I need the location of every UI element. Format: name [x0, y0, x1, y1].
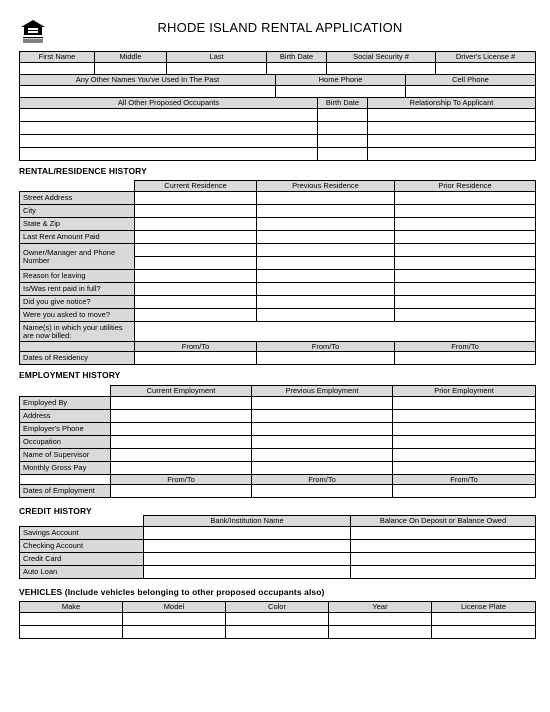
prior-employer-field[interactable]	[393, 397, 536, 410]
previous-employment-header: Previous Employment	[252, 386, 393, 397]
prior-employment-dates-field[interactable]	[393, 485, 536, 498]
current-asked-move-field[interactable]	[135, 309, 257, 322]
model-header: Model	[123, 602, 226, 613]
prior-employer-phone-field[interactable]	[393, 423, 536, 436]
residence-table	[19, 180, 536, 365]
occupant-name-field[interactable]	[20, 148, 318, 161]
prior-notice-field[interactable]	[395, 296, 536, 309]
residence-section-heading: RENTAL/RESIDENCE HISTORY	[19, 166, 147, 176]
current-owner-phone-field[interactable]	[135, 257, 257, 270]
current-rent-paid-field[interactable]	[135, 283, 257, 296]
current-employer-address-field[interactable]	[111, 410, 252, 423]
current-employment-dates-field[interactable]	[111, 485, 252, 498]
occupant-relationship-field[interactable]	[368, 122, 536, 135]
state-zip-label: State & Zip	[20, 218, 135, 231]
current-reason-field[interactable]	[135, 270, 257, 283]
savings-bank-field[interactable]	[144, 527, 351, 540]
previous-notice-field[interactable]	[257, 296, 395, 309]
prior-owner-phone-field[interactable]	[395, 257, 536, 270]
birth-date-field[interactable]	[267, 63, 327, 75]
vehicle-make-field[interactable]	[20, 626, 123, 639]
prior-asked-move-field[interactable]	[395, 309, 536, 322]
current-dates-field[interactable]	[135, 352, 257, 365]
previous-city-field[interactable]	[257, 205, 395, 218]
vehicle-color-field[interactable]	[226, 626, 329, 639]
balance-header: Balance On Deposit or Balance Owed	[351, 516, 536, 527]
drivers-license-header: Driver's License #	[436, 52, 536, 63]
previous-employer-address-field[interactable]	[252, 410, 393, 423]
current-from-to-label: From/To	[135, 342, 257, 352]
prior-owner-field[interactable]	[395, 244, 536, 257]
credit-table	[19, 515, 536, 579]
checking-balance-field[interactable]	[351, 540, 536, 553]
license-plate-header: License Plate	[432, 602, 536, 613]
employer-address-label: Address	[20, 410, 111, 423]
prior-employer-address-field[interactable]	[393, 410, 536, 423]
auto-loan-bank-field[interactable]	[144, 566, 351, 579]
employed-by-label: Employed By	[20, 397, 111, 410]
savings-label: Savings Account	[20, 527, 144, 540]
previous-owner-field[interactable]	[257, 244, 395, 257]
prior-rent-paid-field[interactable]	[395, 283, 536, 296]
rent-paid-label: Is/Was rent paid in full?	[20, 283, 135, 296]
previous-dates-field[interactable]	[257, 352, 395, 365]
middle-name-header: Middle	[95, 52, 167, 63]
current-last-rent-field[interactable]	[135, 231, 257, 244]
vehicle-year-field[interactable]	[329, 626, 432, 639]
residence-corner	[20, 181, 135, 192]
current-residence-header: Current Residence	[135, 181, 257, 192]
street-address-label: Street Address	[20, 192, 135, 205]
prior-dates-field[interactable]	[395, 352, 536, 365]
occupation-label: Occupation	[20, 436, 111, 449]
home-phone-header: Home Phone	[276, 75, 406, 86]
prior-pay-field[interactable]	[393, 462, 536, 475]
from-to-spacer	[20, 342, 135, 352]
current-state-zip-field[interactable]	[135, 218, 257, 231]
vehicle-make-field[interactable]	[20, 613, 123, 626]
employment-table	[19, 385, 536, 498]
occupants-table	[19, 97, 536, 161]
first-name-header: First Name	[20, 52, 95, 63]
current-occupation-field[interactable]	[111, 436, 252, 449]
previous-residence-header: Previous Residence	[257, 181, 395, 192]
previous-reason-field[interactable]	[257, 270, 395, 283]
gave-notice-label: Did you give notice?	[20, 296, 135, 309]
vehicles-section-heading: VEHICLES (Include vehicles belonging to other proposed occupants also)	[19, 587, 325, 597]
checking-label: Checking Account	[20, 540, 144, 553]
cell-phone-field[interactable]	[406, 86, 536, 98]
vehicles-table	[19, 601, 536, 639]
occupant-birth-date-field[interactable]	[318, 135, 368, 148]
occupant-birth-date-field[interactable]	[318, 148, 368, 161]
prior-employment-header: Prior Employment	[393, 386, 536, 397]
occupant-name-field[interactable]	[20, 122, 318, 135]
prior-from-to-label: From/To	[395, 342, 536, 352]
savings-balance-field[interactable]	[351, 527, 536, 540]
prior-last-rent-field[interactable]	[395, 231, 536, 244]
current-employer-field[interactable]	[111, 397, 252, 410]
other-names-field[interactable]	[20, 86, 276, 98]
current-pay-field[interactable]	[111, 462, 252, 475]
drivers-license-field[interactable]	[436, 63, 536, 75]
previous-pay-field[interactable]	[252, 462, 393, 475]
previous-supervisor-field[interactable]	[252, 449, 393, 462]
employer-phone-label: Employer's Phone	[20, 423, 111, 436]
previous-employment-dates-field[interactable]	[252, 485, 393, 498]
last-name-header: Last	[167, 52, 267, 63]
previous-owner-phone-field[interactable]	[257, 257, 395, 270]
credit-section-heading: CREDIT HISTORY	[19, 506, 92, 516]
employment-from-to-spacer	[20, 475, 111, 485]
current-notice-field[interactable]	[135, 296, 257, 309]
cell-phone-header: Cell Phone	[406, 75, 536, 86]
ssn-header: Social Security #	[327, 52, 436, 63]
utilities-name-label: Name(s) in which your utilities are now billed:	[20, 322, 135, 342]
employment-corner	[20, 386, 111, 397]
current-supervisor-field[interactable]	[111, 449, 252, 462]
page-title: RHODE ISLAND RENTAL APPLICATION	[157, 20, 403, 35]
monthly-pay-label: Monthly Gross Pay	[20, 462, 111, 475]
occupant-birth-date-header: Birth Date	[318, 98, 368, 109]
previous-street-address-field[interactable]	[257, 192, 395, 205]
relationship-header: Relationship To Applicant	[368, 98, 536, 109]
occupant-birth-date-field[interactable]	[318, 122, 368, 135]
prior-employment-from-to-label: From/To	[393, 475, 536, 485]
prior-street-address-field[interactable]	[395, 192, 536, 205]
occupant-relationship-field[interactable]	[368, 148, 536, 161]
vehicle-model-field[interactable]	[123, 626, 226, 639]
birth-date-header: Birth Date	[267, 52, 327, 63]
make-header: Make	[20, 602, 123, 613]
vehicle-model-field[interactable]	[123, 613, 226, 626]
credit-corner	[20, 516, 144, 527]
vehicle-plate-field[interactable]	[432, 613, 536, 626]
vehicle-plate-field[interactable]	[432, 626, 536, 639]
prior-reason-field[interactable]	[395, 270, 536, 283]
employment-section-heading: EMPLOYMENT HISTORY	[19, 370, 121, 380]
reason-leaving-label: Reason for leaving	[20, 270, 135, 283]
previous-rent-paid-field[interactable]	[257, 283, 395, 296]
credit-card-bank-field[interactable]	[144, 553, 351, 566]
previous-employer-field[interactable]	[252, 397, 393, 410]
last-rent-label: Last Rent Amount Paid	[20, 231, 135, 244]
current-employment-from-to-label: From/To	[111, 475, 252, 485]
other-names-header: Any Other Names You've Used In The Past	[20, 75, 276, 86]
occupant-relationship-field[interactable]	[368, 135, 536, 148]
first-name-field[interactable]	[20, 63, 95, 75]
current-city-field[interactable]	[135, 205, 257, 218]
prior-state-zip-field[interactable]	[395, 218, 536, 231]
prior-occupation-field[interactable]	[393, 436, 536, 449]
auto-loan-balance-field[interactable]	[351, 566, 536, 579]
year-header: Year	[329, 602, 432, 613]
prior-supervisor-field[interactable]	[393, 449, 536, 462]
checking-bank-field[interactable]	[144, 540, 351, 553]
prior-residence-header: Prior Residence	[395, 181, 536, 192]
auto-loan-label: Auto Loan	[20, 566, 144, 579]
occupant-relationship-field[interactable]	[368, 109, 536, 122]
vehicle-year-field[interactable]	[329, 613, 432, 626]
current-street-address-field[interactable]	[135, 192, 257, 205]
applicant-info-table	[19, 51, 536, 75]
previous-occupation-field[interactable]	[252, 436, 393, 449]
home-phone-field[interactable]	[276, 86, 406, 98]
middle-name-field[interactable]	[95, 63, 167, 75]
current-employment-header: Current Employment	[111, 386, 252, 397]
ssn-field[interactable]	[327, 63, 436, 75]
supervisor-label: Name of Supervisor	[20, 449, 111, 462]
last-name-field[interactable]	[167, 63, 267, 75]
occupant-birth-date-field[interactable]	[318, 109, 368, 122]
bank-name-header: Bank/Institution Name	[144, 516, 351, 527]
current-employer-phone-field[interactable]	[111, 423, 252, 436]
occupant-name-field[interactable]	[20, 135, 318, 148]
previous-state-zip-field[interactable]	[257, 218, 395, 231]
occupant-name-field[interactable]	[20, 109, 318, 122]
other-names-table	[19, 74, 536, 98]
vehicle-color-field[interactable]	[226, 613, 329, 626]
color-header: Color	[226, 602, 329, 613]
previous-employer-phone-field[interactable]	[252, 423, 393, 436]
utilities-name-field[interactable]	[135, 322, 536, 342]
prior-city-field[interactable]	[395, 205, 536, 218]
dates-residency-label: Dates of Residency	[20, 352, 135, 365]
owner-manager-label: Owner/Manager and Phone Number	[20, 244, 135, 270]
current-owner-field[interactable]	[135, 244, 257, 257]
city-label: City	[20, 205, 135, 218]
occupants-header: All Other Proposed Occupants	[20, 98, 318, 109]
dates-employment-label: Dates of Employment	[20, 485, 111, 498]
credit-card-balance-field[interactable]	[351, 553, 536, 566]
asked-to-move-label: Were you asked to move?	[20, 309, 135, 322]
previous-last-rent-field[interactable]	[257, 231, 395, 244]
previous-employment-from-to-label: From/To	[252, 475, 393, 485]
previous-from-to-label: From/To	[257, 342, 395, 352]
previous-asked-move-field[interactable]	[257, 309, 395, 322]
credit-card-label: Credit Card	[20, 553, 144, 566]
